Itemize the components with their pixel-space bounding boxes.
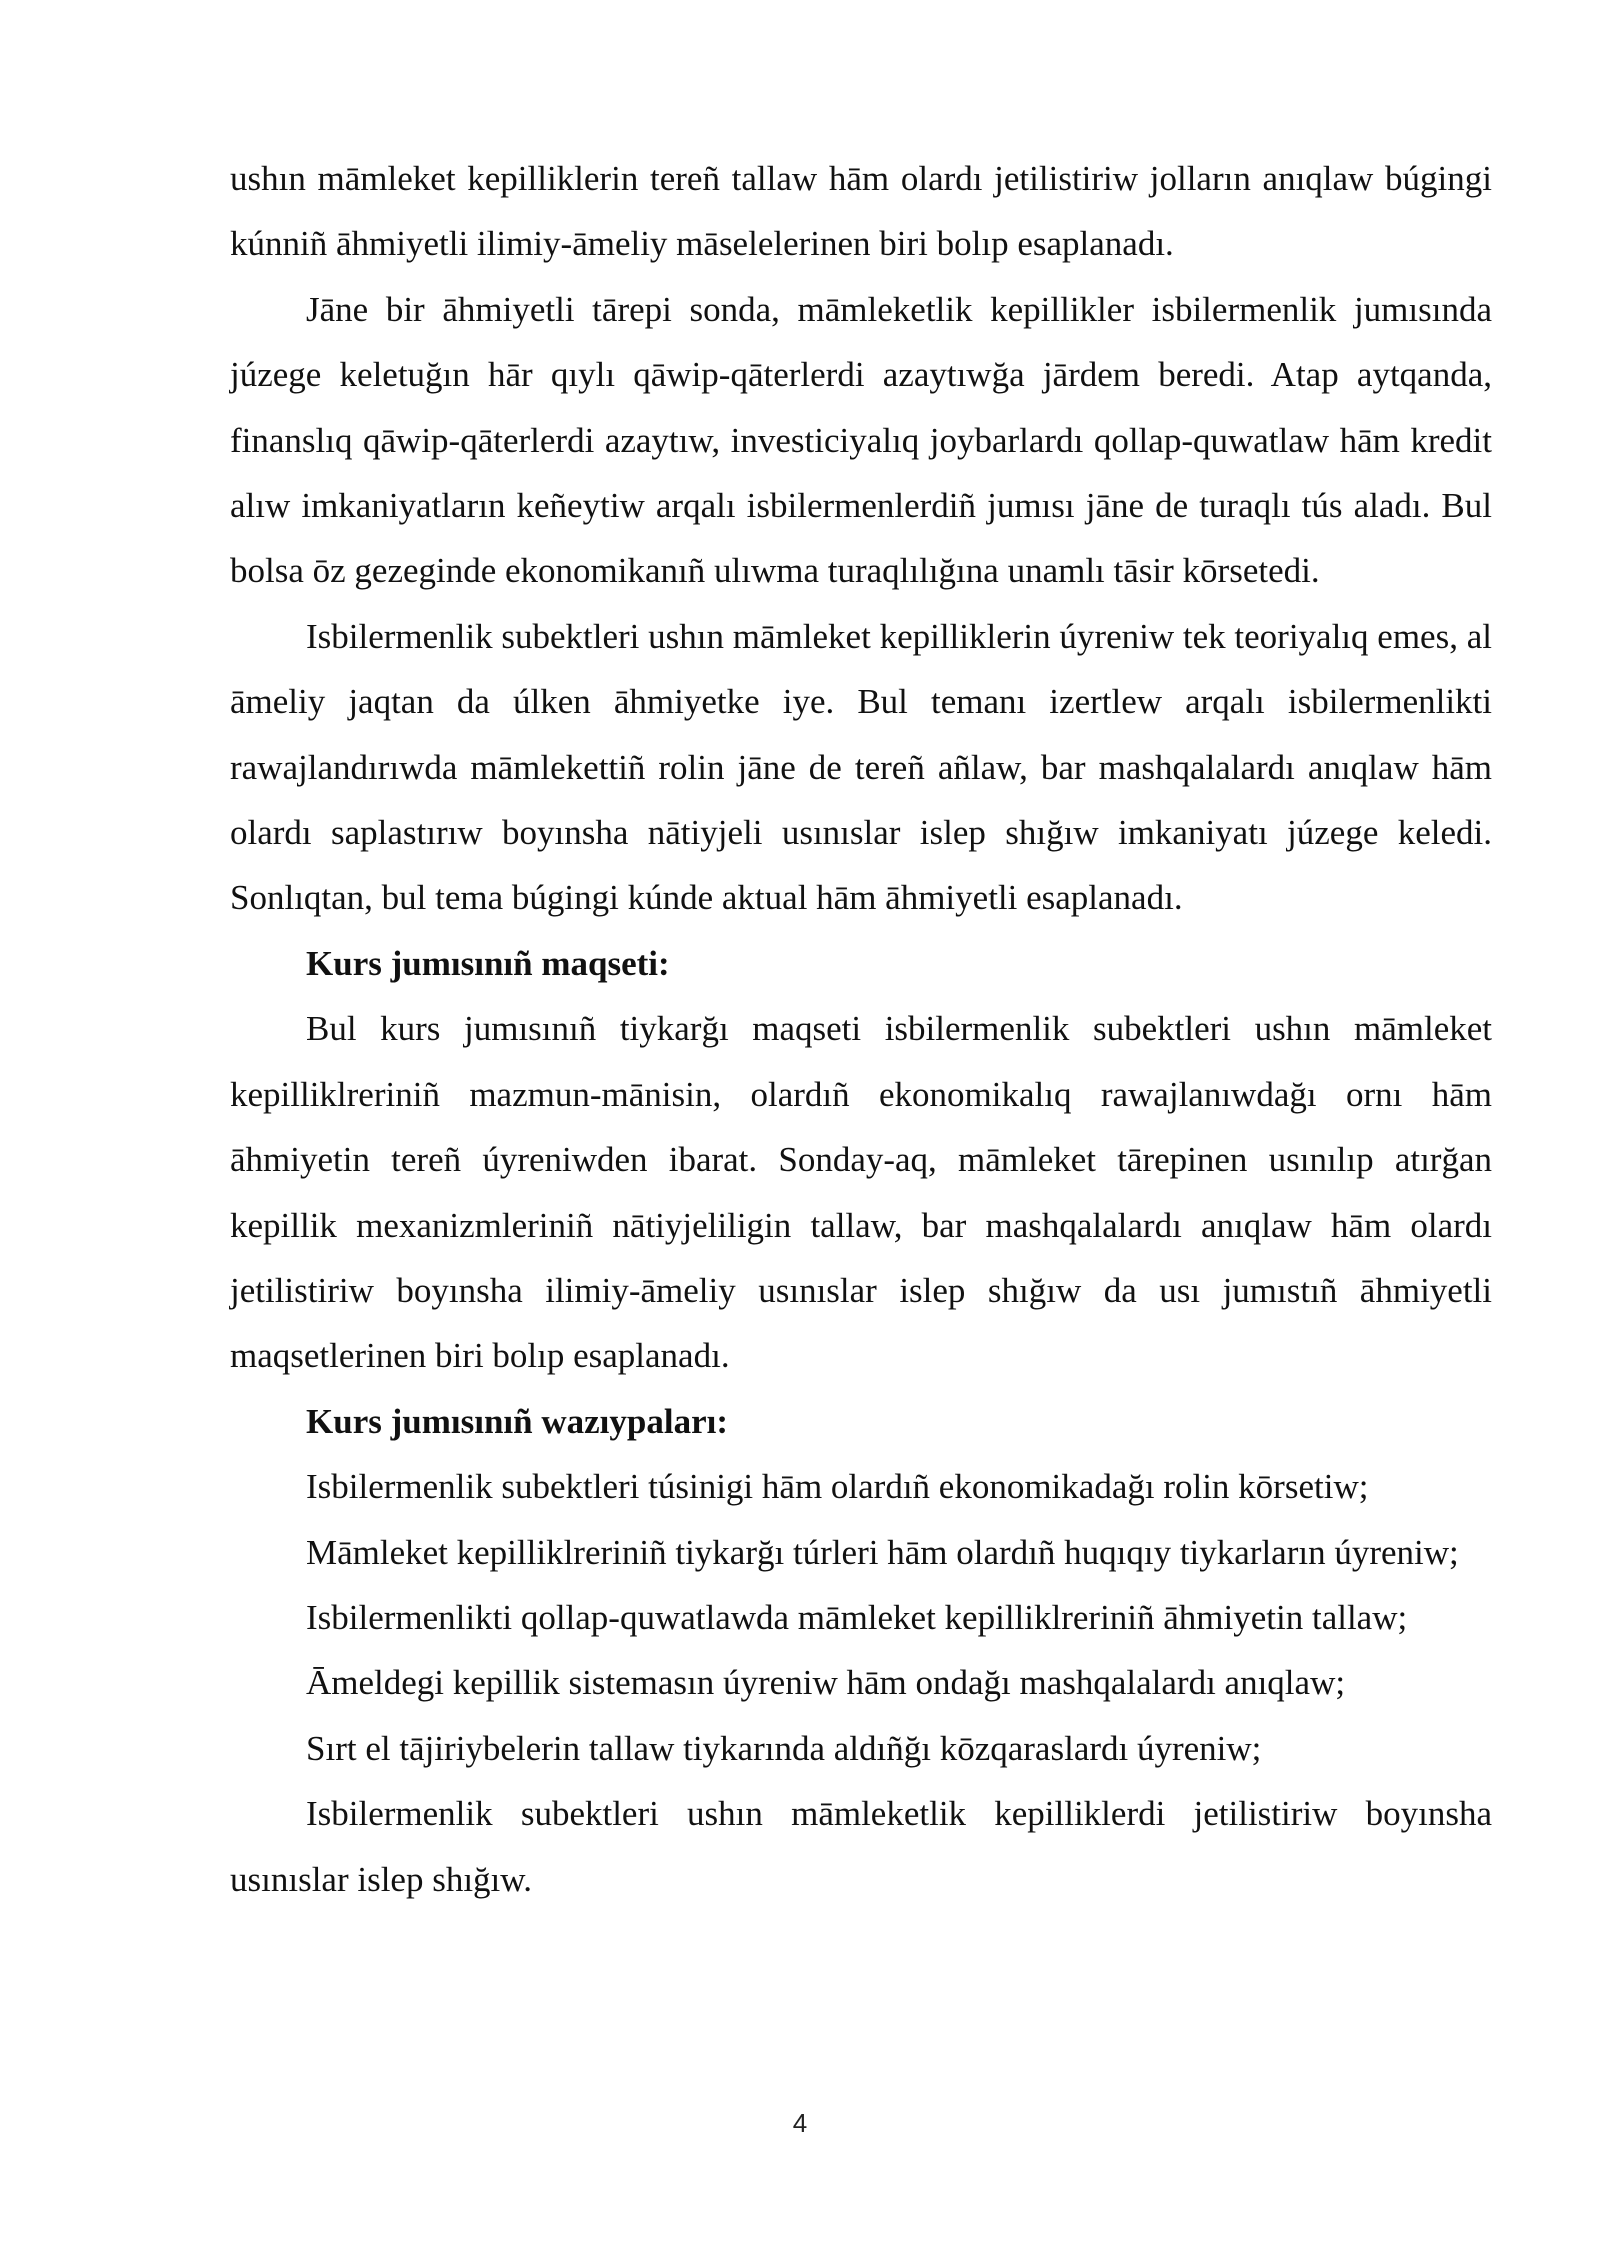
task-item: Isbilermenlik subektleri ushın māmleketlik kepilliklerdi jetilistiriw boyınsha usınıslar islep shığıw. <box>230 1794 1492 1899</box>
task-item: Āmeldegi kepillik sistemasın úyreniw hām ondağı mashqalalardı anıqlaw; <box>306 1663 1346 1703</box>
paragraph-continued: ushın māmleket kepilliklerin tereñ tallaw hām olardı jetilistiriw jolların anıqlaw búgingi kúnniñ āhmiyetli ilimiy-āmeliy māselelerinen biri bolıp esaplanadı. <box>230 159 1492 264</box>
task-item: Isbilermenlikti qollap-quwatlawda māmleket kepilliklreriniñ āhmiyetin tallaw; <box>306 1597 1408 1637</box>
task-item: Isbilermenlik subektleri túsinigi hām olardıñ ekonomikadağı rolin kōrsetiw; <box>306 1467 1369 1507</box>
goal-paragraph: Bul kurs jumısınıñ tiykarğı maqseti isbilermenlik subektleri ushın māmleket kepilliklreriniñ mazmun-mānisin, olardıñ ekonomikalıq rawajlanıwdağı ornı hām āhmiyetin tereñ úyreniwden ibarat. Sonday-aq, māmleket tārepinen usınılıp atırğan kepillik mexanizmleriniñ nātiyjeliligin tallaw, bar mashqalalardı anıqlaw hām olardı jetilistiriw boyınsha ilimiy-āmeliy usınıslar islep shığıw da usı jumıstıñ āhmiyetli maqsetlerinen biri bolıp esaplanadı. <box>230 1009 1492 1376</box>
task-item: Māmleket kepilliklreriniñ tiykarğı túrleri hām olardıñ huqıqıy tiykarların úyreniw; <box>306 1532 1459 1572</box>
document-page <box>230 146 1492 1912</box>
paragraph-risk-reduction: Jāne bir āhmiyetli tārepi sonda, māmleketlik kepillikler isbilermenlik jumısında júzege keletuğın hār qıylı qāwip-qāterlerdi azaytıwğa jārdem beredi. Atap aytqanda, finanslıq qāwip-qāterlerdi azaytıw, investiciyalıq joybarlardı qollap-quwatlaw hām kredit alıw imkaniyatların keñeytiw arqalı isbilermenlerdiñ jumısı jāne de turaqlı tús aladı. Bul bolsa ōz gezeginde ekonomikanıñ ulıwma turaqlılığına unamlı tāsir kōrsetedi. <box>230 289 1492 591</box>
page-number: 4 <box>792 2108 808 2138</box>
task-item: Sırt el tājiriybelerin tallaw tiykarında aldıñğı kōzqaraslardı úyreniw; <box>306 1728 1262 1768</box>
tasks-heading: Kurs jumısınıñ wazıypaları: <box>306 1401 728 1441</box>
goal-heading: Kurs jumısınıñ maqseti: <box>306 943 670 983</box>
paragraph-relevance: Isbilermenlik subektleri ushın māmleket kepilliklerin úyreniw tek teoriyalıq emes, al āmeliy jaqtan da úlken āhmiyetke iye. Bul temanı izertlew arqalı isbilermenlikti rawajlandırıwda māmlekettiñ rolin jāne de tereñ añlaw, bar mashqalalardı anıqlaw hām olardı saplastırıw boyınsha nātiyjeli usınıslar islep shığıw imkaniyatı júzege keledi. Sonlıqtan, bul tema búgingi kúnde aktual hām āhmiyetli esaplanadı. <box>230 616 1492 918</box>
